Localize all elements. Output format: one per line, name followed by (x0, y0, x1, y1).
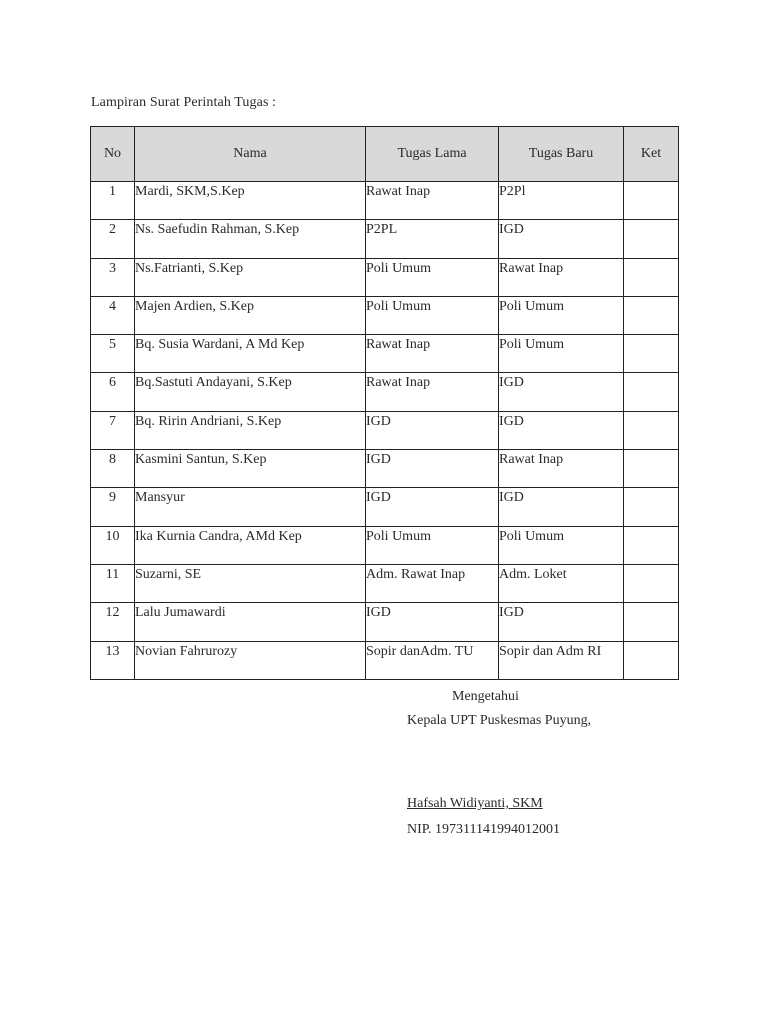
cell-tugas-baru: IGD (499, 603, 624, 641)
signature-name: Hafsah Widiyanti, SKM (407, 796, 543, 811)
cell-nama: Majen Ardien, S.Kep (135, 296, 366, 334)
cell-tugas-lama: IGD (366, 603, 499, 641)
page-title: Lampiran Surat Perintah Tugas : (91, 95, 277, 110)
cell-no: 7 (91, 411, 135, 449)
cell-tugas-baru: Adm. Loket (499, 564, 624, 602)
cell-nama: Novian Fahrurozy (135, 641, 366, 679)
cell-nama: Mansyur (135, 488, 366, 526)
cell-nama: Ika Kurnia Candra, AMd Kep (135, 526, 366, 564)
cell-tugas-baru: IGD (499, 488, 624, 526)
cell-tugas-lama: Poli Umum (366, 296, 499, 334)
header-tugas-lama: Tugas Lama (366, 127, 499, 182)
cell-ket (624, 411, 679, 449)
cell-nama: Ns.Fatrianti, S.Kep (135, 258, 366, 296)
cell-ket (624, 296, 679, 334)
cell-no: 5 (91, 335, 135, 373)
header-nama: Nama (135, 127, 366, 182)
cell-ket (624, 335, 679, 373)
table-row (91, 411, 679, 449)
table-row (91, 488, 679, 526)
table-row (91, 258, 679, 296)
table-header-row (91, 127, 679, 182)
cell-tugas-lama: Poli Umum (366, 258, 499, 296)
cell-nama: Ns. Saefudin Rahman, S.Kep (135, 220, 366, 258)
table-row (91, 182, 679, 220)
cell-nama: Bq. Susia Wardani, A Md Kep (135, 335, 366, 373)
signature-acknowledged: Mengetahui (452, 689, 519, 704)
signature-block (407, 686, 591, 840)
cell-tugas-lama: Adm. Rawat Inap (366, 564, 499, 602)
cell-tugas-baru: Poli Umum (499, 526, 624, 564)
cell-tugas-lama: IGD (366, 488, 499, 526)
cell-ket (624, 182, 679, 220)
cell-no: 2 (91, 220, 135, 258)
cell-ket (624, 526, 679, 564)
table-row (91, 603, 679, 641)
cell-nama: Kasmini Santun, S.Kep (135, 450, 366, 488)
table-row (91, 373, 679, 411)
cell-tugas-baru: Poli Umum (499, 335, 624, 373)
cell-no: 11 (91, 564, 135, 602)
cell-tugas-baru: P2Pl (499, 182, 624, 220)
table-row (91, 220, 679, 258)
cell-no: 4 (91, 296, 135, 334)
cell-no: 12 (91, 603, 135, 641)
cell-nama: Bq. Ririn Andriani, S.Kep (135, 411, 366, 449)
cell-no: 3 (91, 258, 135, 296)
cell-no: 8 (91, 450, 135, 488)
cell-nama: Lalu Jumawardi (135, 603, 366, 641)
cell-tugas-lama: Poli Umum (366, 526, 499, 564)
header-tugas-baru: Tugas Baru (499, 127, 624, 182)
cell-tugas-baru: Rawat Inap (499, 450, 624, 488)
cell-tugas-baru: IGD (499, 373, 624, 411)
cell-tugas-lama: IGD (366, 411, 499, 449)
assignment-table (90, 126, 679, 680)
signature-position: Kepala UPT Puskesmas Puyung, (407, 713, 592, 728)
cell-nama: Mardi, SKM,S.Kep (135, 182, 366, 220)
cell-nama: Suzarni, SE (135, 564, 366, 602)
header-ket: Ket (624, 127, 679, 182)
table-row (91, 335, 679, 373)
cell-tugas-baru: IGD (499, 411, 624, 449)
cell-no: 9 (91, 488, 135, 526)
cell-tugas-lama: Rawat Inap (366, 373, 499, 411)
signature-nip: NIP. 197311141994012001 (407, 822, 560, 837)
cell-tugas-baru: Sopir dan Adm RI (499, 641, 624, 679)
cell-tugas-baru: Poli Umum (499, 296, 624, 334)
cell-no: 1 (91, 182, 135, 220)
table-row (91, 564, 679, 602)
cell-ket (624, 603, 679, 641)
table-row (91, 296, 679, 334)
cell-tugas-lama: Sopir danAdm. TU (366, 641, 499, 679)
cell-ket (624, 373, 679, 411)
cell-tugas-lama: Rawat Inap (366, 335, 499, 373)
cell-tugas-lama: Rawat Inap (366, 182, 499, 220)
cell-ket (624, 220, 679, 258)
cell-ket (624, 564, 679, 602)
cell-ket (624, 641, 679, 679)
cell-tugas-lama: P2PL (366, 220, 499, 258)
cell-tugas-baru: IGD (499, 220, 624, 258)
table-body (91, 182, 679, 680)
cell-ket (624, 450, 679, 488)
header-no: No (91, 127, 135, 182)
table-row (91, 526, 679, 564)
cell-no: 10 (91, 526, 135, 564)
cell-no: 13 (91, 641, 135, 679)
table-row (91, 450, 679, 488)
cell-no: 6 (91, 373, 135, 411)
cell-nama: Bq.Sastuti Andayani, S.Kep (135, 373, 366, 411)
table-row (91, 641, 679, 679)
cell-ket (624, 258, 679, 296)
cell-tugas-lama: IGD (366, 450, 499, 488)
cell-tugas-baru: Rawat Inap (499, 258, 624, 296)
cell-ket (624, 488, 679, 526)
